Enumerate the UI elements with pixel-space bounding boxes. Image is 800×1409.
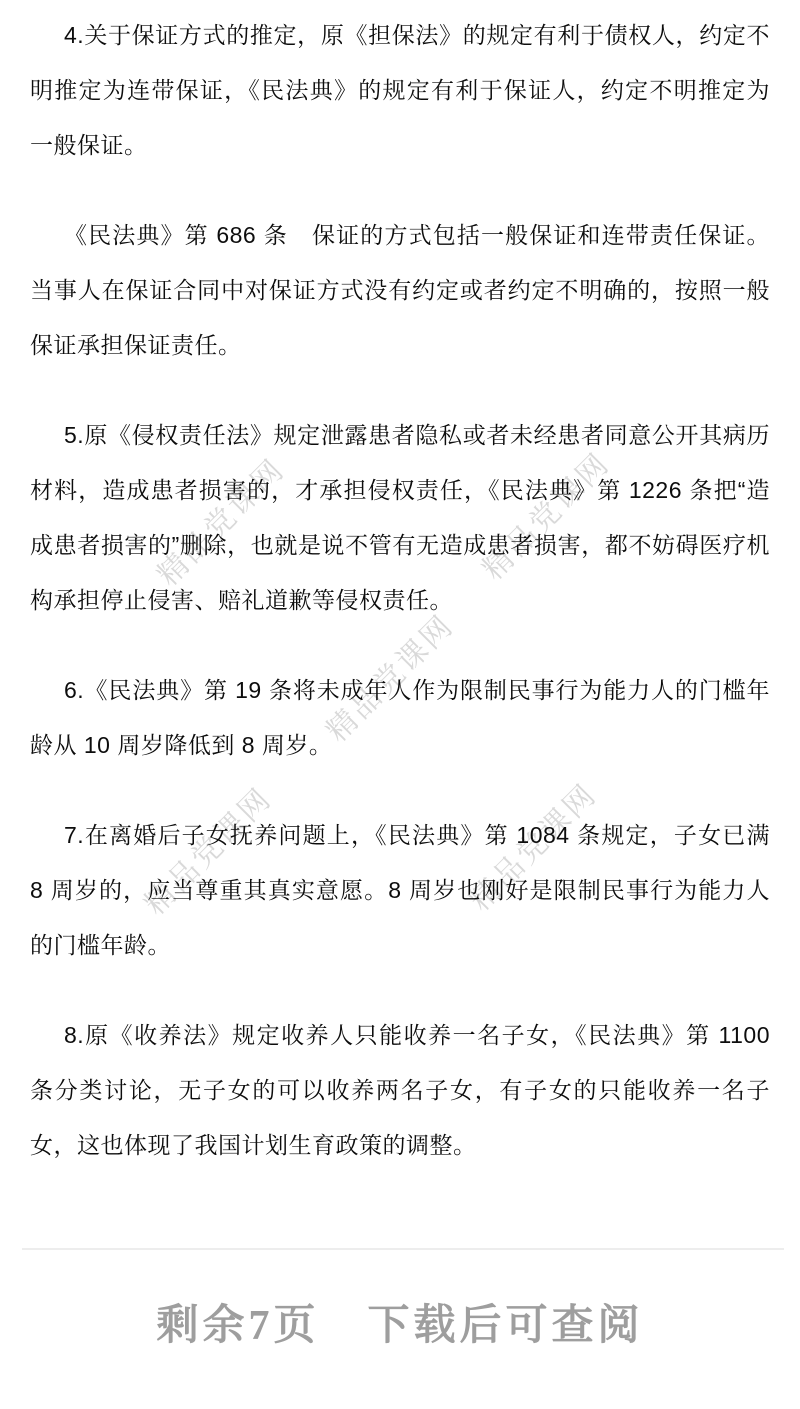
watermark-text: 精品党课网 — [463, 777, 604, 918]
document-body — [30, 8, 770, 1208]
watermark-text: 精品党课网 — [138, 781, 279, 922]
pages-remaining-label: 剩余7页 — [156, 1303, 320, 1349]
paragraph: 6.《民法典》第 19 条将未成年人作为限制民事行为能力人的门槛年龄从 10 周岁降低到 8 周岁。 — [30, 677, 770, 758]
page-divider — [22, 1248, 784, 1250]
paragraph: 5.原《侵权责任法》规定泄露患者隐私或者未经患者同意公开其病历材料，造成患者损害的，才承担侵权责任，《民法典》第 1226 条把“造成患者损害的”删除，也就是说不管有无造成患者损害，都不妨碍医疗机构承担停止侵害、赔礼道歉等侵权责任。 — [30, 422, 770, 613]
paragraph: 4.关于保证方式的推定，原《担保法》的规定有利于债权人，约定不明推定为连带保证，《民法典》的规定有利于保证人，约定不明推定为一般保证。 — [30, 22, 770, 158]
download-hint-label: 下载后可查阅 — [367, 1303, 644, 1349]
watermark-text: 精品党课网 — [151, 452, 292, 593]
paragraph: 7.在离婚后子女抚养问题上，《民法典》第 1084 条规定，子女已满 8 周岁的，应当尊重其真实意愿。8 周岁也刚好是限制民事行为能力人的门槛年龄。 — [30, 822, 770, 958]
preview-footer — [0, 1292, 800, 1352]
paragraph: 《民法典》第 686 条 保证的方式包括一般保证和连带责任保证。当事人在保证合同中对保证方式没有约定或者约定不明确的，按照一般保证承担保证责任。 — [30, 222, 770, 358]
paragraph: 8.原《收养法》规定收养人只能收养一名子女，《民法典》第 1100 条分类讨论，无子女的可以收养两名子女，有子女的只能收养一名子女，这也体现了我国计划生育政策的调整。 — [30, 1022, 770, 1158]
watermark-text: 精品党课网 — [320, 608, 461, 749]
watermark-text: 精品党课网 — [476, 446, 617, 587]
